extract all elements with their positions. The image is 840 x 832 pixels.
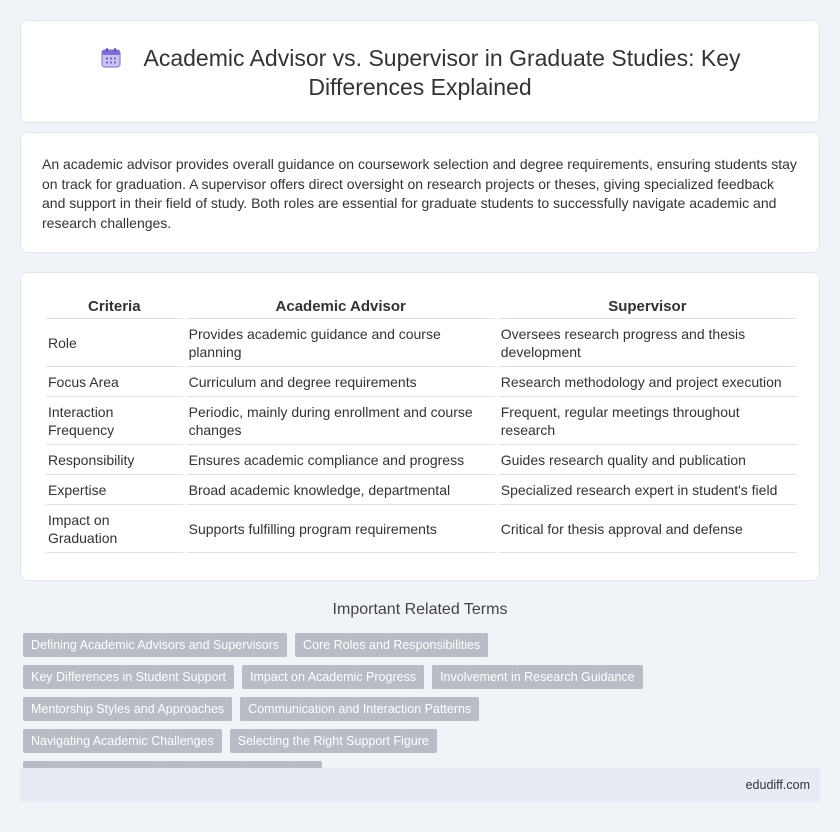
cell-criteria: Interaction Frequency [46,397,183,445]
cell-supervisor: Specialized research expert in student's field [499,475,796,505]
tag-link[interactable]: Key Differences in Student Support [23,665,234,689]
cell-criteria: Expertise [46,475,183,505]
cell-supervisor: Critical for thesis approval and defense [499,505,796,553]
cell-advisor: Provides academic guidance and course planning [187,319,495,367]
cell-supervisor: Research methodology and project execution [499,367,796,397]
cell-supervisor: Guides research quality and publication [499,445,796,475]
cell-advisor: Broad academic knowledge, departmental [187,475,495,505]
intro-text: An academic advisor provides overall guidance on coursework selection and degree requirements, ensuring students stay on track for graduation. A supervisor offers direct oversight on research projects or theses, giving specialized feedback and support in their field of study. Both roles are essential for graduate students to successfully navigate academic and research challenges. [42,156,797,231]
table-row [46,475,796,505]
tag-link[interactable]: Core Roles and Responsibilities [295,633,488,657]
cell-supervisor: Frequent, regular meetings throughout research [499,397,796,445]
tag-link[interactable]: Selecting the Right Support Figure [230,729,437,753]
table-header-row [46,297,796,319]
table-row [46,445,796,475]
tag-link[interactable]: Mentorship Styles and Approaches [23,697,232,721]
cell-advisor: Ensures academic compliance and progress [187,445,495,475]
title-wrap [21,44,819,102]
header-card [20,20,820,123]
cell-advisor: Periodic, mainly during enrollment and course changes [187,397,495,445]
tag-link[interactable]: Navigating Academic Challenges [23,729,222,753]
header-academic-advisor: Academic Advisor [187,297,495,319]
comparison-table [42,297,800,553]
cell-criteria: Focus Area [46,367,183,397]
table-row [46,367,796,397]
tag-link[interactable]: Involvement in Research Guidance [432,665,643,689]
intro-card [20,132,820,253]
table-row [46,319,796,367]
comparison-card [20,272,820,581]
footer-site-link[interactable]: edudiff.com [745,778,810,792]
calendar-icon [99,46,123,70]
cell-criteria: Responsibility [46,445,183,475]
page-title-text: Academic Advisor vs. Supervisor in Graduate Studies: Key Differences Explained [143,45,741,100]
table-row [46,397,796,445]
cell-criteria: Impact on Graduation [46,505,183,553]
tag-link[interactable]: Impact on Academic Progress [242,665,424,689]
footer [20,768,820,802]
tag-link[interactable]: Communication and Interaction Patterns [240,697,479,721]
cell-advisor: Curriculum and degree requirements [187,367,495,397]
cell-advisor: Supports fulfilling program requirements [187,505,495,553]
cell-criteria: Role [46,319,183,367]
table-row [46,505,796,553]
page-title [61,44,779,102]
cell-supervisor: Oversees research progress and thesis development [499,319,796,367]
tag-link[interactable]: Defining Academic Advisors and Supervisors [23,633,287,657]
related-terms-tags [23,633,683,785]
related-terms-title: Important Related Terms [332,601,508,618]
header-supervisor: Supervisor [499,297,796,319]
header-criteria: Criteria [46,297,183,319]
